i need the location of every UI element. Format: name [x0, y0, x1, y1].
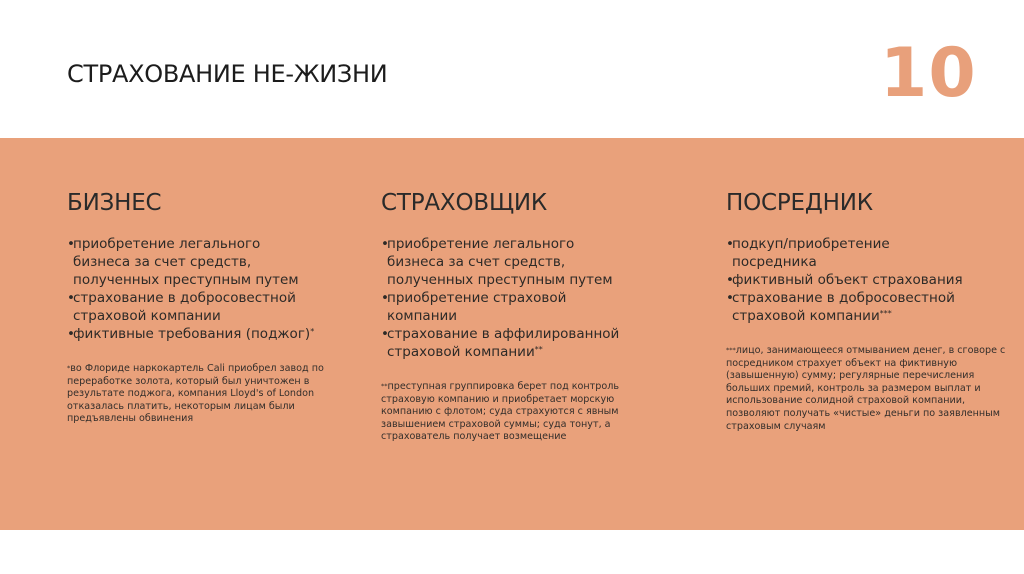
bullet-item [67, 325, 357, 343]
slide-number: 10 [880, 34, 977, 113]
footnote-marker: *** [879, 309, 892, 318]
bullet-item [726, 235, 1006, 271]
bullet-list [67, 235, 357, 343]
bullet-list [726, 235, 1006, 325]
footnote-marker: * [67, 364, 71, 372]
column-heading: БИЗНЕС [67, 190, 162, 216]
bullet-dot-icon: • [726, 236, 734, 252]
footnote-text: преступная группировка берет под контроль страховую компанию и приобретает морскую компанию с флотом; суда страхуются с явным завышением страховой суммы; суда тонут, а страхователь получает возмещение [381, 381, 620, 443]
bullet-dot-icon: • [381, 326, 389, 342]
column-business [67, 190, 357, 426]
bullet-item [726, 271, 1006, 289]
bullet-text: страхование в аффилированной страховой компании [387, 326, 620, 360]
slide-title: СТРАХОВАНИЕ НЕ-ЖИЗНИ [67, 60, 388, 88]
bullet-dot-icon: • [67, 236, 75, 252]
bullet-dot-icon: • [67, 326, 75, 342]
bullet-text: фиктивный объект страхования [732, 272, 963, 288]
column-heading: ПОСРЕДНИК [726, 190, 873, 216]
bullet-dot-icon: • [726, 290, 734, 306]
bullet-dot-icon: • [381, 236, 389, 252]
bullet-item [381, 325, 671, 361]
footnote [67, 363, 357, 426]
column-insurer [381, 190, 671, 444]
footnote [381, 381, 671, 444]
bullet-item [67, 235, 357, 289]
bullet-text: подкуп/приобретение посредника [732, 236, 890, 270]
footnote-marker: *** [726, 346, 736, 354]
bullet-item [381, 289, 671, 325]
footnote-marker: ** [534, 345, 543, 354]
bullet-item [67, 289, 357, 325]
bullet-text: приобретение легального бизнеса за счет средств, полученных преступным путем [73, 236, 299, 288]
bullet-text: страхование в добросовестной страховой компании [732, 290, 955, 324]
footnote-text: лицо, занимающееся отмыванием денег, в сговоре с посредником страхует объект на фиктивную (завышенную) сумму; регулярные перечисления больших премий, контроль за размером выплат и использование солидной страховой компании, позволяют получать «чистые» деньги по заявленным страховым случаям [726, 345, 1006, 432]
footnote-marker: * [310, 327, 315, 336]
bullet-dot-icon: • [381, 290, 389, 306]
bullet-dot-icon: • [726, 272, 734, 288]
column-intermediary [726, 190, 1006, 433]
bullet-dot-icon: • [67, 290, 75, 306]
footnote [726, 345, 1006, 433]
footnote-marker: ** [381, 382, 388, 390]
bullet-text: страхование в добросовестной страховой компании [73, 290, 296, 324]
bullet-text: приобретение страховой компании [387, 290, 567, 324]
bullet-text: фиктивные требования (поджог) [73, 326, 311, 342]
bullet-list [381, 235, 671, 361]
bullet-item [726, 289, 1006, 325]
bullet-text: приобретение легального бизнеса за счет средств, полученных преступным путем [387, 236, 613, 288]
column-heading: СТРАХОВЩИК [381, 190, 548, 216]
bullet-item [381, 235, 671, 289]
footnote-text: во Флориде наркокартель Cali приобрел завод по переработке золота, который был уничтожен в результате поджога, компания Lloyd's of London отказалась платить, некоторым лицам были предъявлены обвинения [67, 363, 324, 425]
